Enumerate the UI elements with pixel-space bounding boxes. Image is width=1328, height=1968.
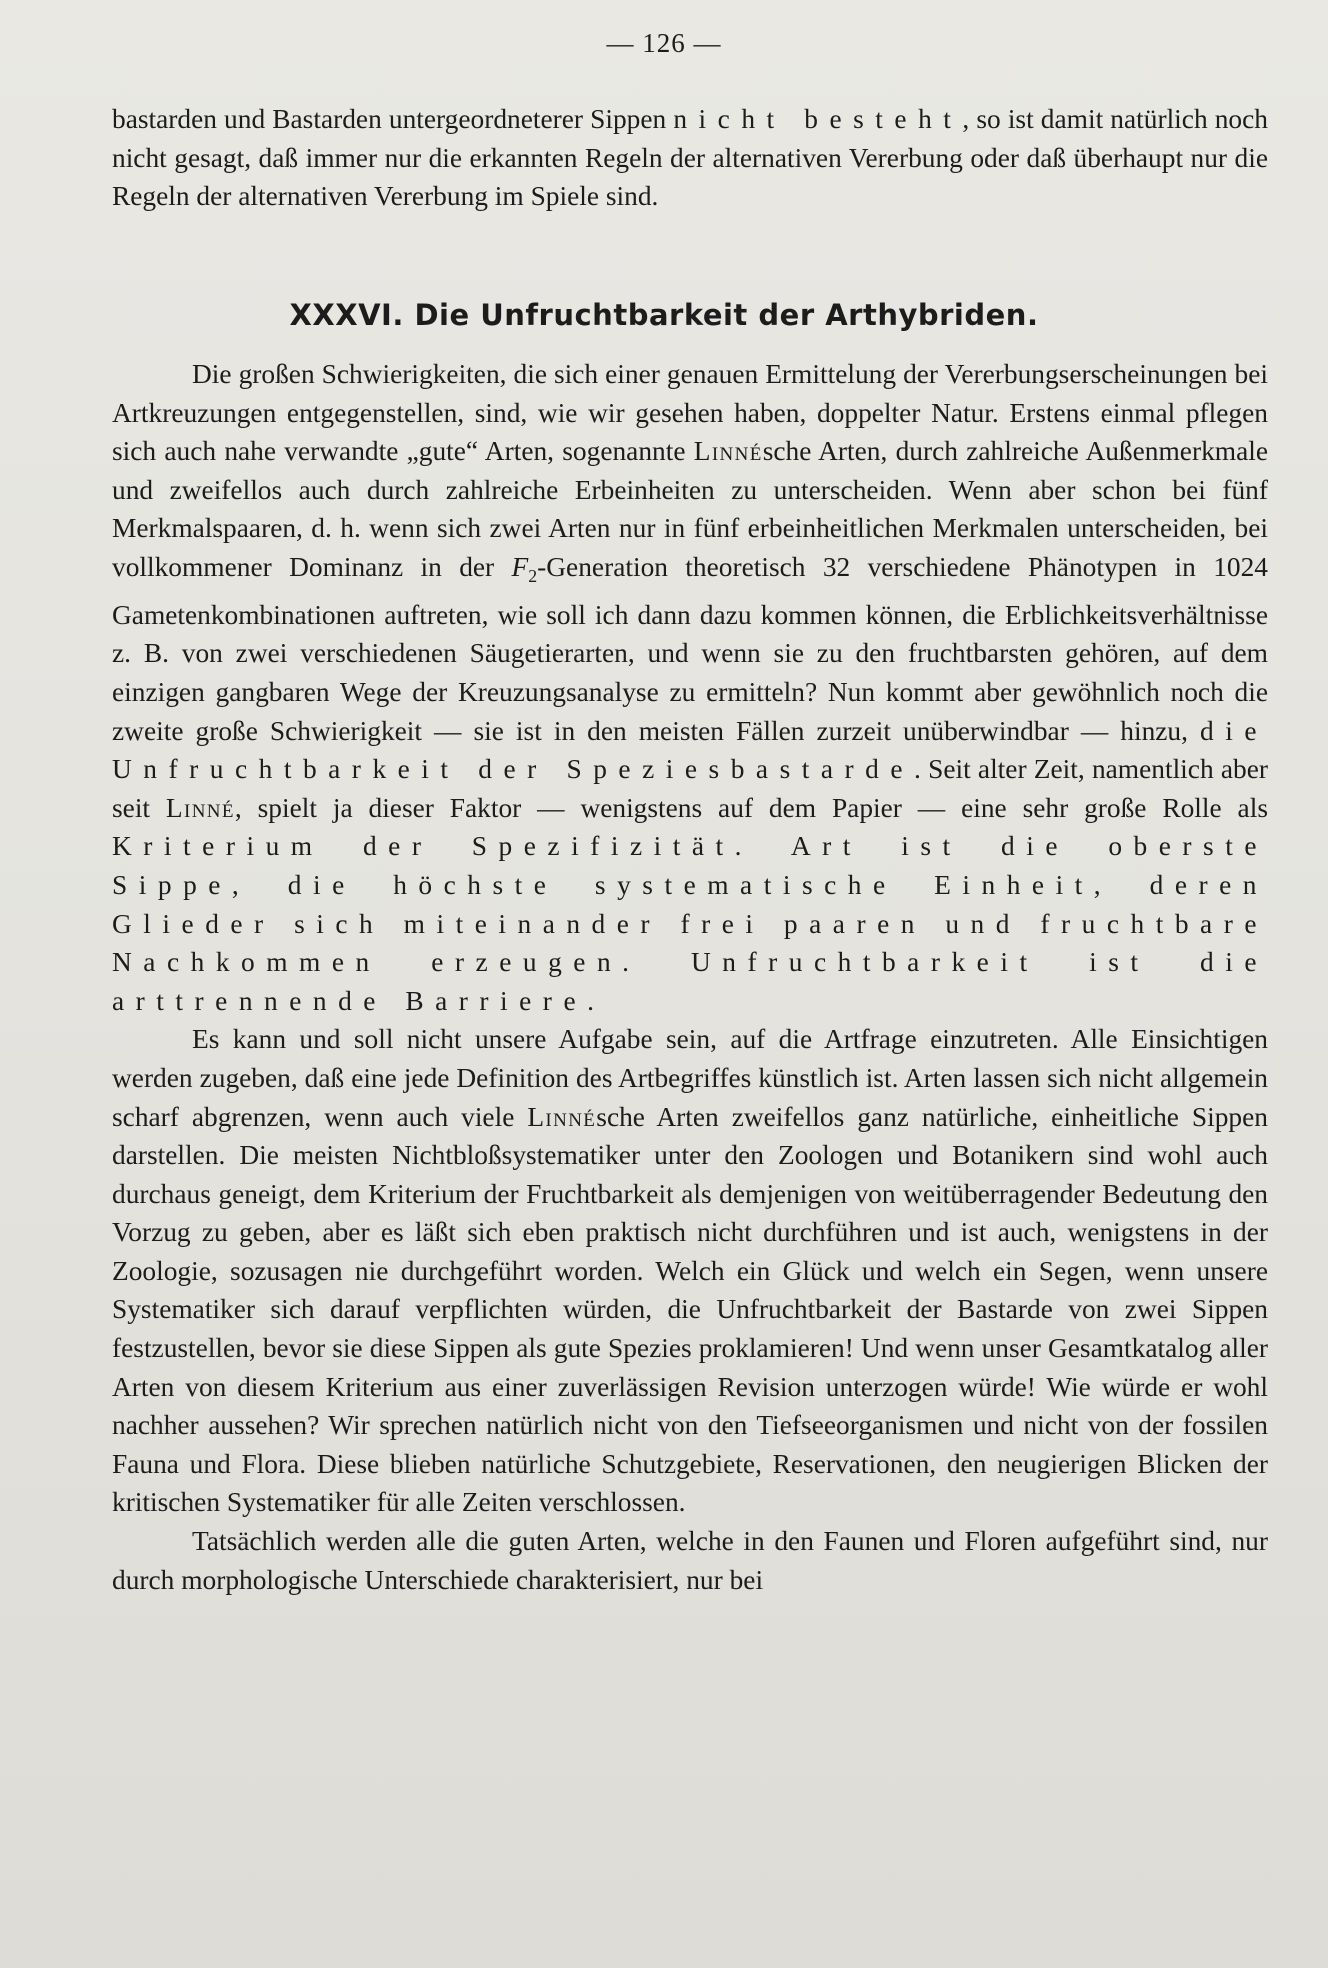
generation-subscript: 2 <box>528 566 538 587</box>
paragraph-1 <box>112 355 1268 1020</box>
text-run: sche Arten, durch zahlreiche Außenmerkmale und zweifellos auch durch zahlreiche Erbeinheiten zu unterscheiden. Wenn aber schon bei fünf Merkmalspaaren, d. h. wenn sich zwei Arten nur in fünf erbeinheitlichen Merkmalen unterscheiden, bei vollkommener Dominanz in der <box>112 436 1268 582</box>
emphasized-text: nicht besteht <box>673 104 963 134</box>
paragraph-2 <box>112 1020 1268 1522</box>
text-run: . Seit alter Zeit, namentlich aber seit <box>112 754 1268 823</box>
text-run: Die großen Schwierigkeiten, die sich einer genauen Ermittelung der Vererbungserscheinungen bei Artkreuzungen entgegenstellen, sind, wie wir gesehen haben, doppelter Natur. Erstens einmal pflegen sich auch nahe verwandte „gute“ Arten, sogenannte <box>112 359 1268 467</box>
text-run: , spielt ja dieser Faktor — wenigstens auf dem Papier — eine sehr große Rolle als <box>234 792 1268 823</box>
emphasized-text: Kriterium der Spezifizität. Art ist die oberste Sippe, die höchste systematische Einheit, deren Glieder sich miteinander frei paaren und fruchtbare Nachkommen erzeugen. Unfruchtbarkeit ist die arttrennende Barriere <box>112 831 1268 1016</box>
paragraph-3: Tatsächlich werden alle die guten Arten, welche in den Faunen und Floren aufgeführt sind, nur durch morphologische Unterschiede charakterisiert, nur bei <box>112 1526 1268 1595</box>
author-name: Linné <box>693 436 763 467</box>
text-run: -Generation theoretisch 32 verschiedene Phänotypen in 1024 Gametenkombinationen auftreten, wie soll ich dann dazu kommen können, die Erblichkeitsverhältnisse z. B. von zwei verschiedenen Säugetierarten, und wenn sie zu den fruchtbarsten gehören, auf dem einzigen gangbaren Wege der Kreuzungsanalyse zu ermitteln? Nun kommt aber gewöhnlich noch die zweite große Schwierigkeit — sie ist in den meisten Fällen zurzeit unüberwindbar — hinzu, <box>112 551 1268 746</box>
paragraph-text <box>112 100 1268 216</box>
page-number: — 126 — <box>606 28 722 58</box>
text-run: bastarden und Bastarden untergeordneterer Sippen <box>112 104 674 134</box>
continued-paragraph <box>112 100 1268 216</box>
text-run: Es kann und soll nicht unsere Aufgabe sein, auf die Artfrage einzutreten. Alle Einsichtigen werden zugeben, daß eine jede Definition des Artbegriffes künstlich ist. Arten lassen sich nicht allgemein scharf abgrenzen, wenn auch viele <box>112 1024 1268 1132</box>
generation-symbol: F <box>511 551 529 582</box>
author-name: Linné <box>165 792 235 823</box>
text-run: , so ist damit natürlich noch nicht gesagt, daß immer nur die erkannten Regeln der alternativen Vererbung oder daß überhaupt nur die Regeln der alternativen Vererbung im Spiele sind. <box>112 104 1268 212</box>
section-heading: XXXVI. Die Unfruchtbarkeit der Arthybriden. <box>289 298 1039 332</box>
emphasized-text: die Unfruchtbarkeit der Speziesbastarde <box>112 715 1268 785</box>
text-run: . <box>587 985 594 1016</box>
author-name: Linné <box>527 1101 597 1132</box>
text-run: sche Arten zweifellos ganz natürliche, einheitliche Sippen darstellen. Die meisten Nichtbloßsystematiker unter den Zoologen und Botanikern sind wohl auch durchaus geneigt, dem Kriterium der Fruchtbarkeit als demjenigen von weitüberragender Bedeutung den Vorzug zu geben, aber es läßt sich eben praktisch nicht durchführen und ist auch, wenigstens in der Zoologie, sozusagen nie durchgeführt worden. Welch ein Glück und welch ein Segen, wenn unsere Systematiker sich darauf verpflichten würden, die Unfruchtbarkeit der Bastarde von zwei Sippen festzustellen, bevor sie diese Sippen als gute Spezies proklamieren! Und wenn unser Gesamtkatalog aller Arten von diesem Kriterium aus einer zuverlässigen Revision unterzogen würde! Wie würde er wohl nachher aussehen? Wir sprechen natürlich nicht von den Tiefseeorganismen und nicht von der fossilen Fauna und Flora. Diese blieben natürliche Schutzgebiete, Reservationen, den neugierigen Blicken der kritischen Systematiker für alle Zeiten verschlossen. <box>112 1101 1268 1518</box>
body-text <box>112 355 1268 1599</box>
